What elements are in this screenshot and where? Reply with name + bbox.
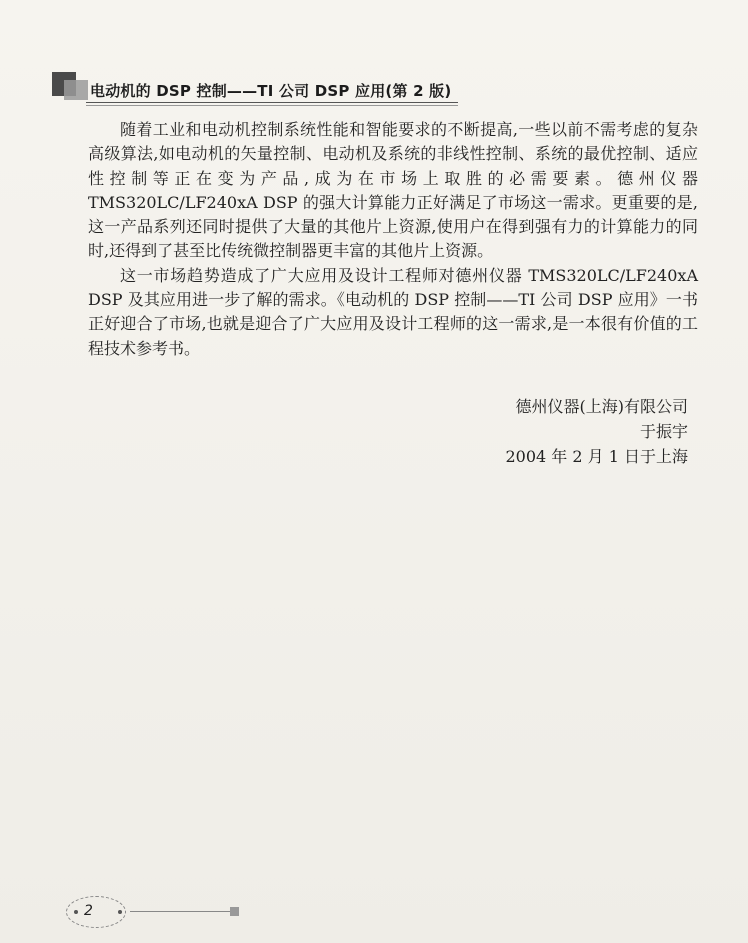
footer-end-square (230, 907, 239, 916)
header-gray-square (64, 80, 88, 100)
header-corner-decoration (52, 72, 88, 100)
paragraph-2: 这一市场趋势造成了广大应用及设计工程师对德州仪器 TMS320LC/LF240xA DSP 及其应用进一步了解的需求。《电动机的 DSP 控制——TI 公司 DSP 应用》一书正好迎合了市场,也就是迎合了广大应用及设计工程师的这一需求,是一本很有价值的工程技术参考书。 (88, 265, 698, 358)
page-number-dot-left (74, 910, 78, 914)
signature-name: 于振宇 (639, 422, 688, 441)
paragraph-1: 随着工业和电动机控制系统性能和智能要求的不断提高,一些以前不需考虑的复杂高级算法,如电动机的矢量控制、电动机及系统的非线性控制、系统的最优控制、适应性控制等正在变为产品,成为在市场上取胜的必需要素。德州仪器 TMS320LC/LF240xA DSP 的强大计算能力正好满足了市场这一需求。更重要的是,这一产品系列还同时提供了大量的其他片上资源,使用户在得到强有力的计算能力的同时,还得到了甚至比传统微控制器更丰富的其他片上资源。 (88, 120, 698, 261)
body-text (88, 118, 698, 361)
signature-block (505, 394, 688, 469)
page-number: 2 (84, 903, 93, 919)
header-rule-secondary (86, 105, 458, 106)
footer-rule (130, 911, 230, 912)
page-number-dot-right (118, 910, 122, 914)
running-header-title: 电动机的 DSP 控制——TI 公司 DSP 应用(第 2 版) (90, 82, 452, 100)
header-rule (86, 102, 458, 103)
signature-company: 德州仪器(上海)有限公司 (515, 397, 688, 416)
signature-date: 2004 年 2 月 1 日于上海 (505, 447, 688, 466)
